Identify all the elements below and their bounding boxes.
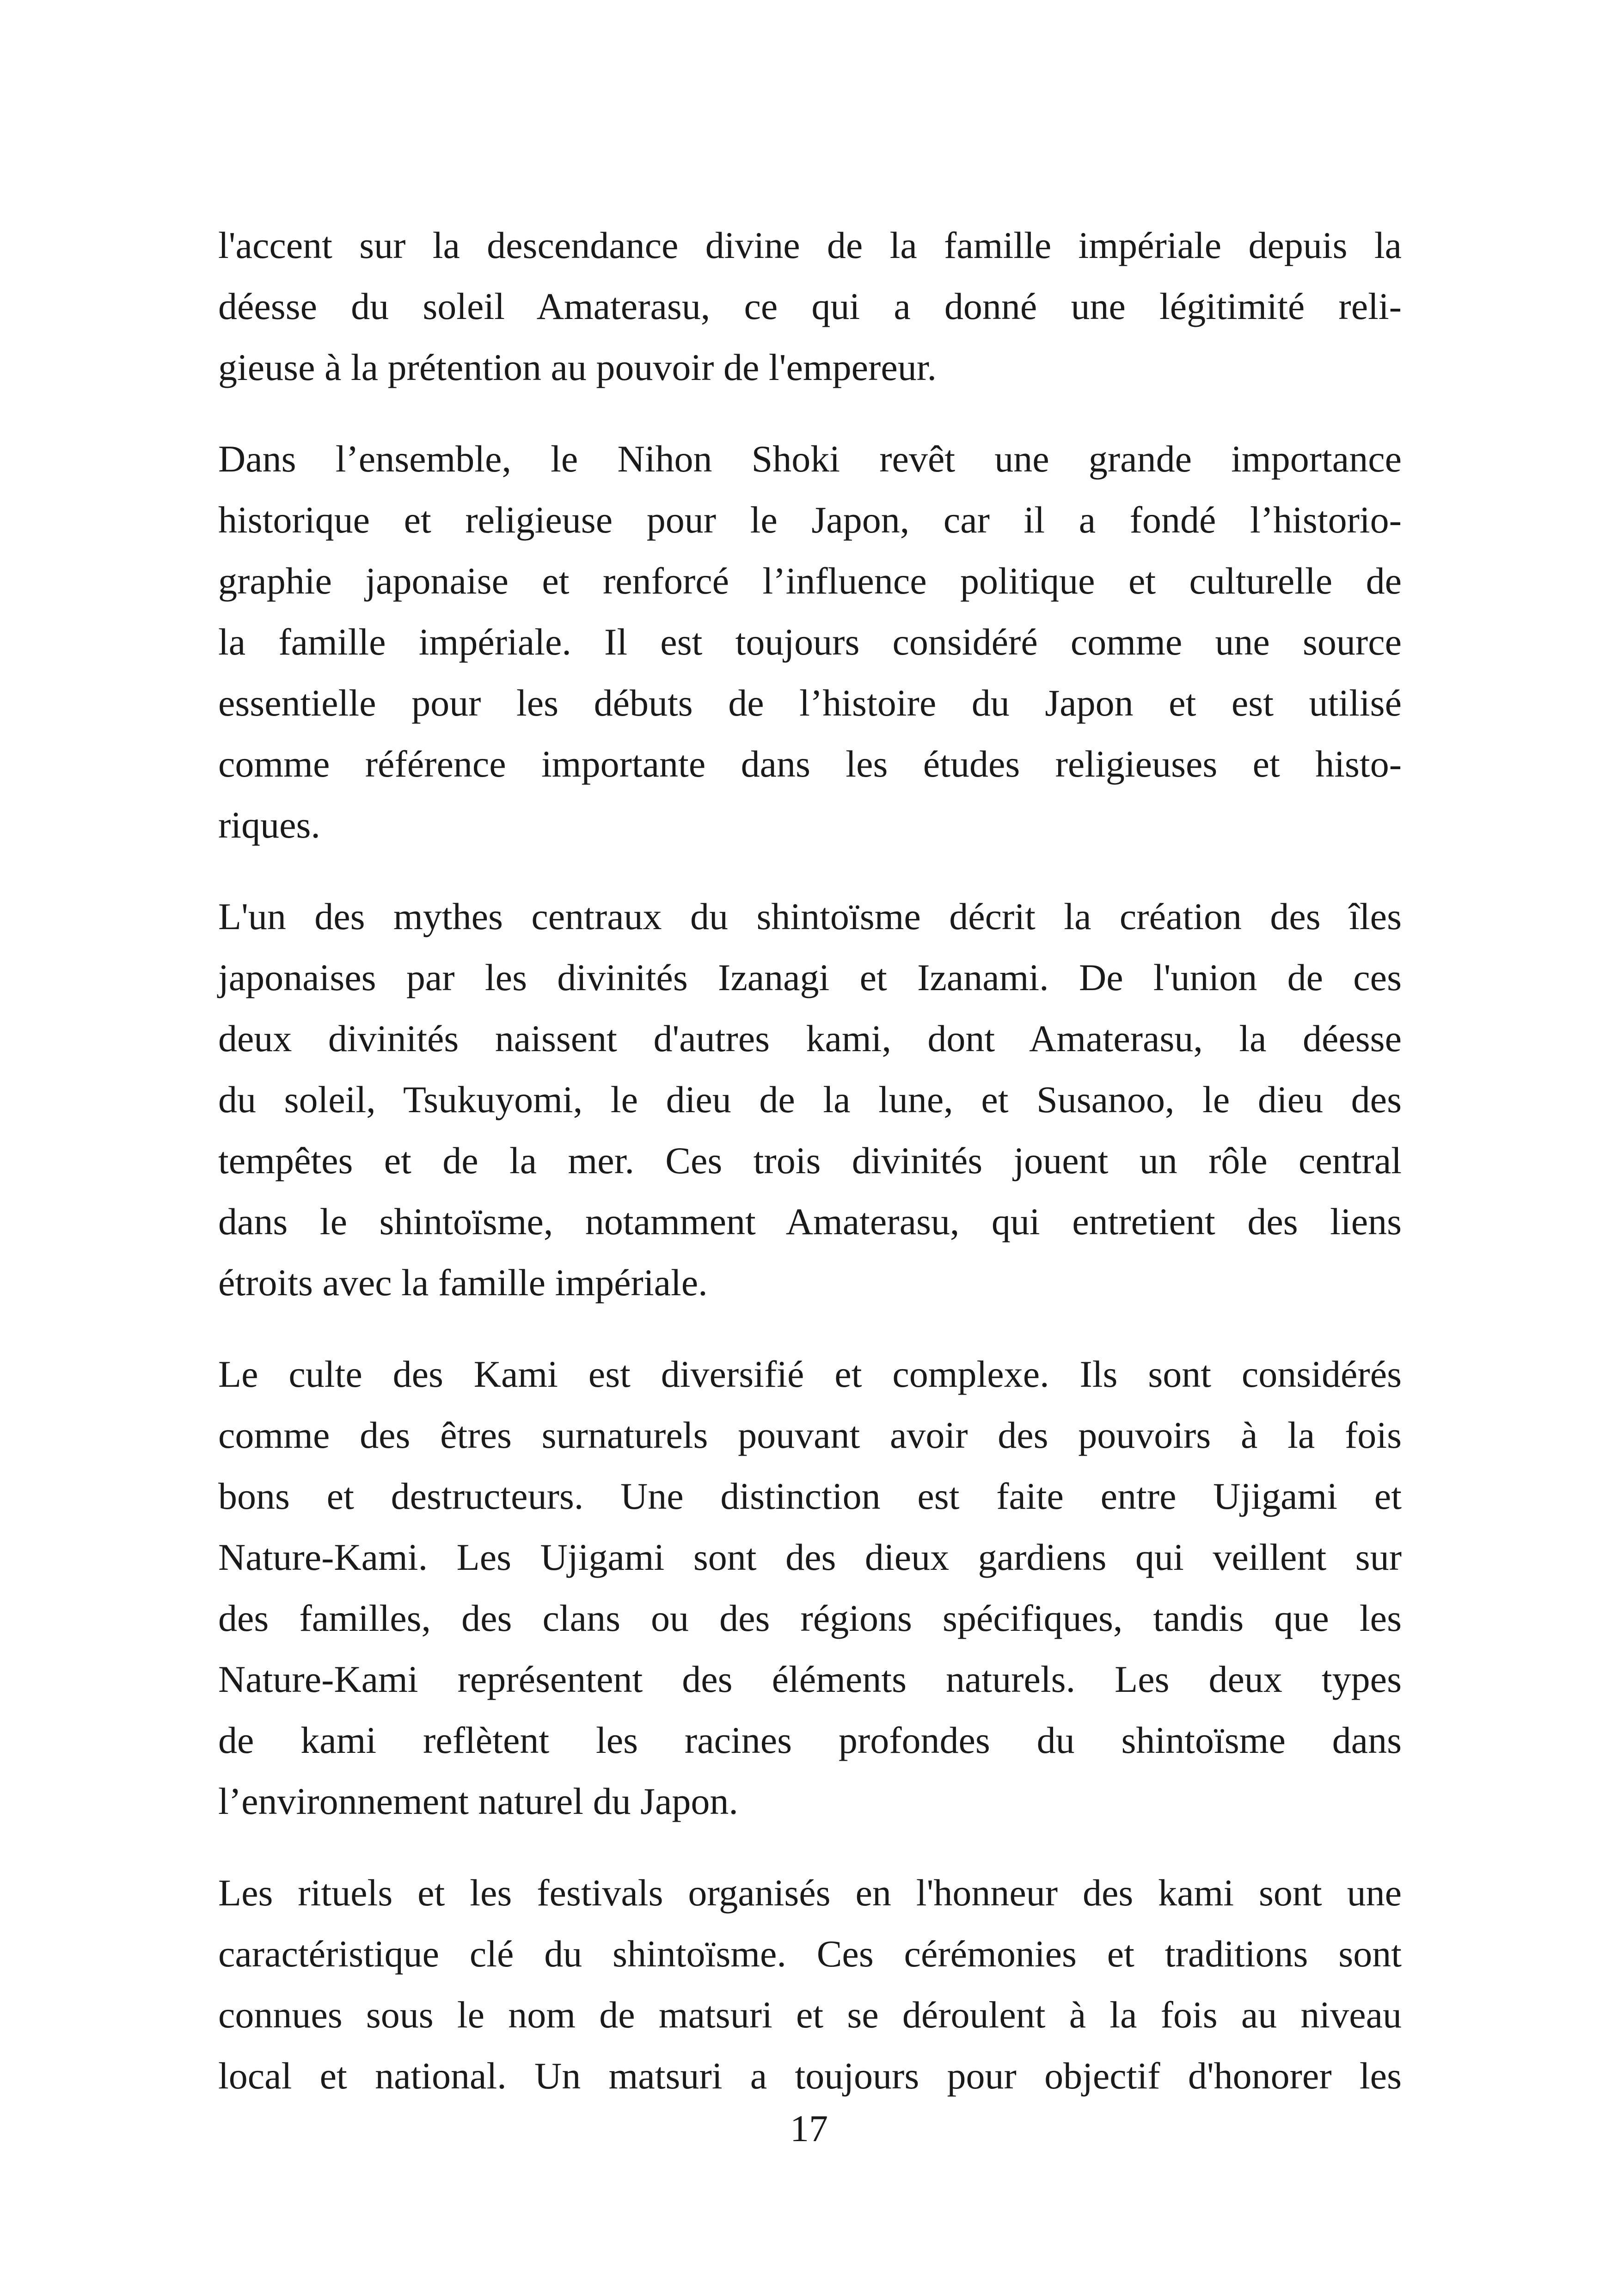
text-line: des familles, des clans ou des régions spécifiques, tandis que les <box>218 1597 1402 1639</box>
text-line: local et national. Un matsuri a toujours pour objectif d'honorer les <box>218 2055 1402 2097</box>
page-number: 17 <box>790 2107 828 2149</box>
text-line: historique et religieuse pour le Japon, car il a fondé l’historio- <box>218 499 1402 541</box>
text-line: l'accent sur la descendance divine de la famille impériale depuis la <box>218 224 1402 266</box>
text-line: Dans l’ensemble, le Nihon Shoki revêt une grande importance <box>218 438 1402 480</box>
text-line: Les rituels et les festivals organisés en l'honneur des kami sont une <box>218 1872 1402 1914</box>
text-line: la famille impériale. Il est toujours considéré comme une source <box>218 621 1402 663</box>
text-line: deux divinités naissent d'autres kami, dont Amaterasu, la déesse <box>218 1017 1402 1059</box>
text-line: comme des êtres surnaturels pouvant avoir des pouvoirs à la fois <box>218 1414 1402 1456</box>
text-line: Nature-Kami représentent des éléments naturels. Les deux types <box>218 1658 1402 1700</box>
text-line: comme référence importante dans les études religieuses et histo- <box>218 743 1402 785</box>
text-line: tempêtes et de la mer. Ces trois divinités jouent un rôle central <box>218 1139 1402 1182</box>
paragraph <box>218 429 1402 856</box>
text-line: l’environnement naturel du Japon. <box>218 1780 738 1822</box>
paragraph <box>218 886 1402 1313</box>
text-line: riques. <box>218 804 320 846</box>
paragraph <box>218 1862 1402 2106</box>
text-line: essentielle pour les débuts de l’histoire du Japon et est utilisé <box>218 682 1402 724</box>
text-line: bons et destructeurs. Une distinction est faite entre Ujigami et <box>218 1475 1402 1517</box>
paragraph <box>218 1344 1402 1832</box>
text-line: déesse du soleil Amaterasu, ce qui a donné une légitimité reli- <box>218 285 1402 327</box>
text-line: de kami reflètent les racines profondes du shintoïsme dans <box>218 1719 1402 1761</box>
text-line: L'un des mythes centraux du shintoïsme décrit la création des îles <box>218 895 1402 937</box>
text-line: graphie japonaise et renforcé l’influence politique et culturelle de <box>218 560 1402 602</box>
text-line: Le culte des Kami est diversifié et complexe. Ils sont considérés <box>218 1353 1402 1395</box>
text-line: étroits avec la famille impériale. <box>218 1261 708 1304</box>
text-line: gieuse à la prétention au pouvoir de l'empereur. <box>218 346 937 388</box>
text-line: japonaises par les divinités Izanagi et Izanami. De l'union de ces <box>218 956 1402 998</box>
text-line: du soleil, Tsukuyomi, le dieu de la lune, et Susanoo, le dieu des <box>218 1078 1402 1120</box>
text-line: caractéristique clé du shintoïsme. Ces cérémonies et traditions sont <box>218 1933 1402 1975</box>
body-text <box>218 215 1402 2137</box>
text-line: connues sous le nom de matsuri et se déroulent à la fois au niveau <box>218 1994 1402 2036</box>
paragraph <box>218 215 1402 398</box>
text-line: dans le shintoïsme, notamment Amaterasu, qui entretient des liens <box>218 1200 1402 1243</box>
text-line: Nature-Kami. Les Ujigami sont des dieux gardiens qui veillent sur <box>218 1536 1402 1578</box>
